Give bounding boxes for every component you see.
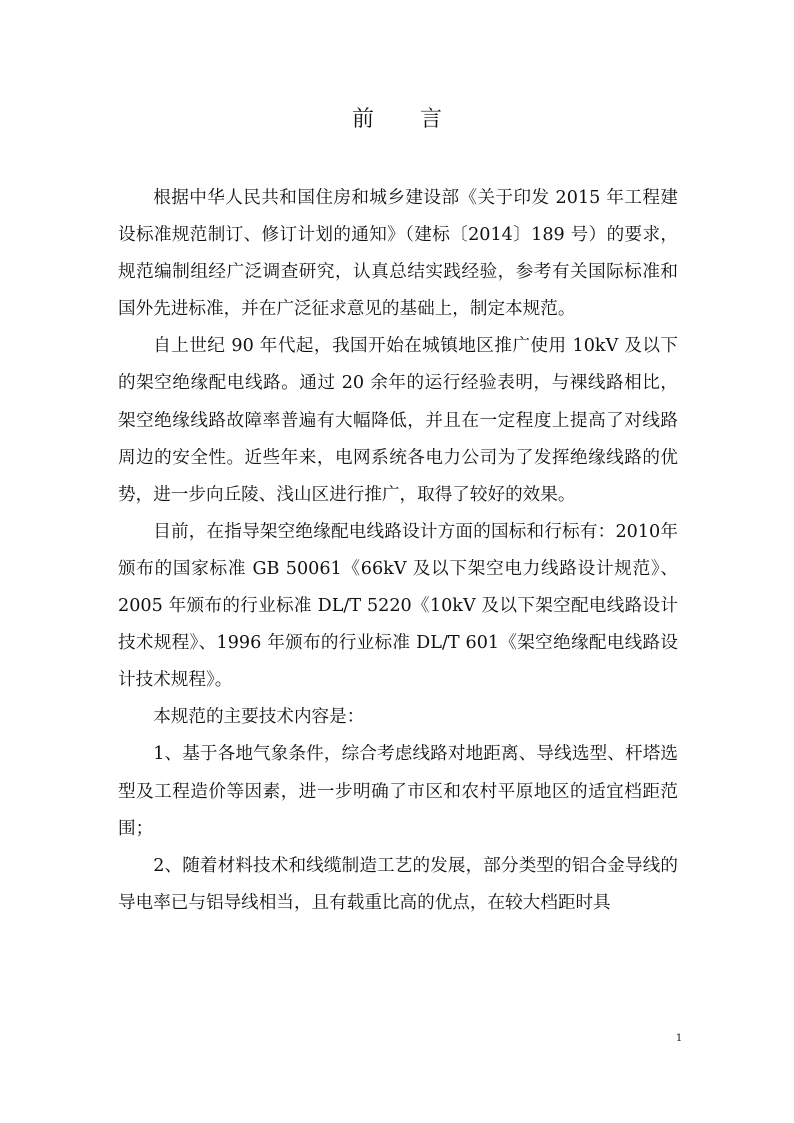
paragraph-2: 自上世纪 90 年代起，我国开始在城镇地区推广使用 10kV 及以下的架空绝缘配电线路。通过 20 余年的运行经验表明，与裸线路相比，架空绝缘线路故障率普遍有大幅降低，并且在一定程度上提高了对线路周边的安全性。近些年来，电网系统各电力公司为了发挥绝缘线路的优势，进一步向丘陵、浅山区进行推广，取得了较好的效果。 xyxy=(118,336,678,505)
page-number: 1 xyxy=(675,1033,683,1044)
paragraph-6: 2、随着材料技术和线缆制造工艺的发展，部分类型的铝合金导线的导电率已与铝导线相当，且有载重比高的优点，在较大档距时具 xyxy=(118,855,678,913)
paragraph-3: 目前，在指导架空绝缘配电线路设计方面的国标和行标有：2010年颁布的国家标准 GB 50061《66kV 及以下架空电力线路设计规范》、2005 年颁布的行业标准 DL/T 5220《10kV 及以下架空配电线路设计技术规程》、1996 年颁布的行业标准 DL/T 601《架空绝缘配电线路设计技术规程》。 xyxy=(118,521,678,691)
paragraph-5: 1、基于各地气象条件，综合考虑线路对地距离、导线选型、杆塔选型及工程造价等因素，进一步明确了市区和农村平原地区的适宜档距范围； xyxy=(118,744,678,839)
title-char-2: 言 xyxy=(420,107,443,132)
paragraph-1: 根据中华人民共和国住房和城乡建设部《关于印发 2015 年工程建设标准规范制订、修订计划的通知》（建标〔2014〕189 号）的要求，规范编制组经广泛调查研究，认真总结实践经验，参考有关国际标准和国外先进标准，并在广泛征求意见的基础上，制定本规范。 xyxy=(118,188,678,320)
title-char-1: 前 xyxy=(351,107,374,132)
body-text xyxy=(118,180,678,922)
paragraph-4: 本规范的主要技术内容是： xyxy=(153,707,365,728)
page-title xyxy=(0,100,794,140)
